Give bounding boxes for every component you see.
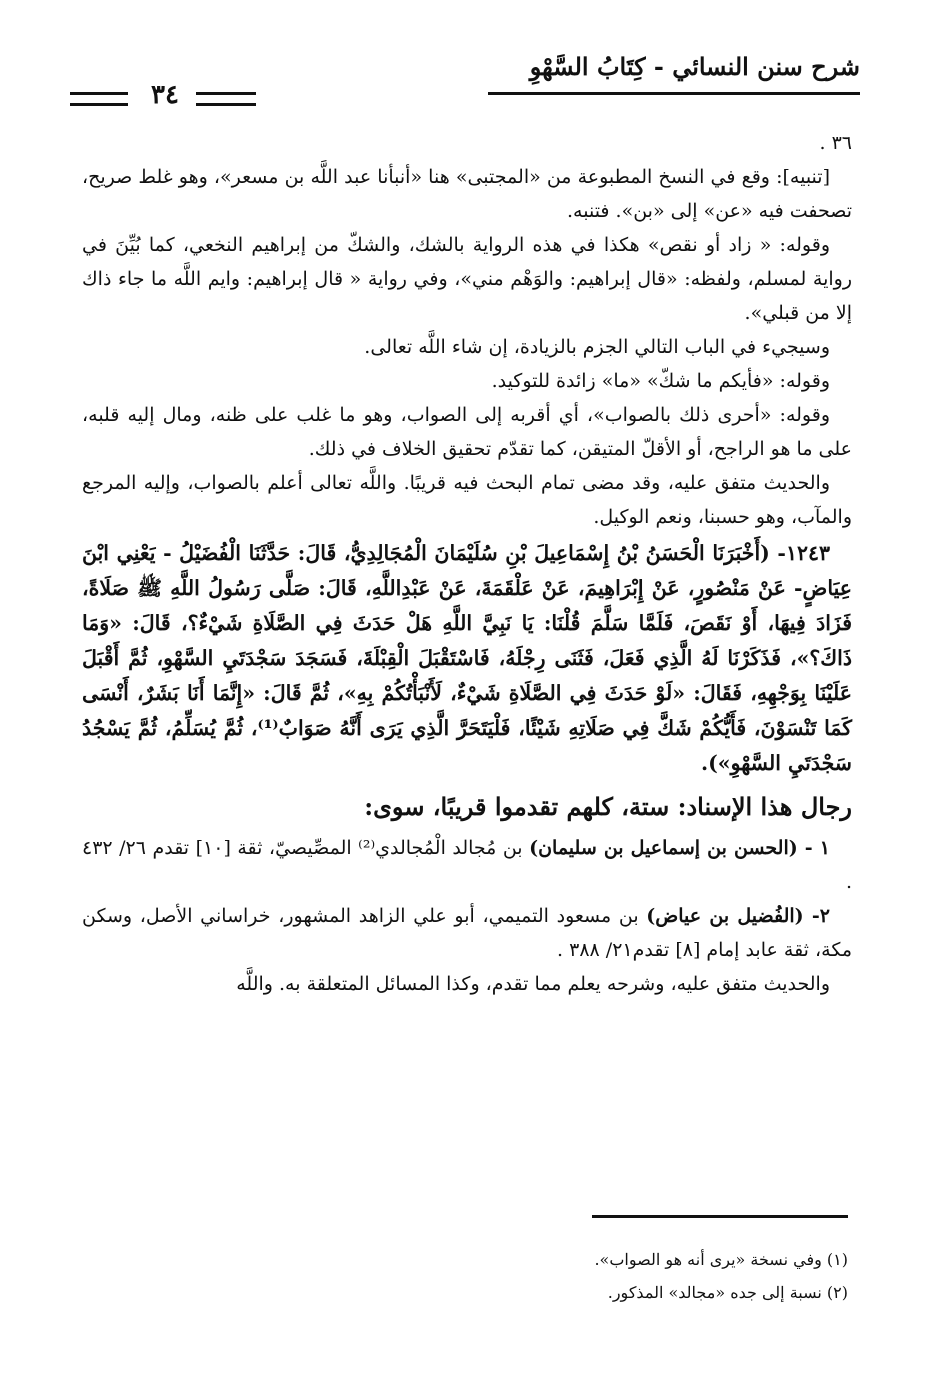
book-title: شرح سنن النسائي - كِتَابُ السَّهْوِ <box>529 52 860 81</box>
paragraph-continuation: ٣٦ . <box>819 132 852 154</box>
narrator-entry <box>82 899 852 967</box>
footnotes <box>88 1243 848 1309</box>
paragraph-commentary: وقوله: « زاد أو نقص» هكذا في هذه الرواية بالشك، والشكّ من إبراهيم النخعي، كما بُيِّنَ في رواية لمسلم، ولفظه: «قال إبراهيم: والوَهْم مني»، وفي رواية « قال إبراهيم: وايم اللَّه ما جاء ذاك إلا من قبلي». <box>82 234 852 324</box>
paragraph-commentary: والحديث متفق عليه، وشرحه يعلم مما تقدم، وكذا المسائل المتعلقة به. واللَّه <box>236 973 830 995</box>
narrator-details: بن مُجالد الْمُجالدي⁽²⁾ المصِّيصيّ، ثقة [١٠] تقدم ٢٦/ ٤٣٢ . <box>82 837 852 893</box>
narrator-details: بن مسعود التميمي، أبو علي الزاهد المشهور، خراساني الأصل، وسكن مكة، ثقة عابد إمام [٨] تقدم٢١/ ٣٨٨ . <box>82 905 852 961</box>
page-number-rule-left <box>70 92 128 106</box>
paragraph-commentary: وقوله: «فأيكم ما شكّ» «ما» زائدة للتوكيد. <box>491 370 830 392</box>
body-text <box>82 126 852 1001</box>
footnote-divider <box>592 1215 848 1218</box>
paragraph-note: [تنبيه]: وقع في النسخ المطبوعة من «المجتبى» هنا «أنبأنا عبد اللَّه بن مسعر»، وهو غلط صريح، تصحفت فيه «عن» إلى «بن». فتنبه. <box>82 166 852 222</box>
section-heading: رجال هذا الإسناد: ستة، كلهم تقدموا قريبًا، سوى: <box>364 792 852 821</box>
narrator-entry <box>82 831 852 899</box>
header-rule <box>488 92 860 95</box>
narrator-name: ٢- (الفُضيل بن عياض) <box>646 905 830 927</box>
page-number: ٣٤ <box>151 80 179 110</box>
page-number-rule-right <box>196 92 256 106</box>
hadith-text: ١٢٤٣- (أَخْبَرَنَا الْحَسَنُ بْنُ إِسْمَاعِيلَ بْنِ سُلَيْمَانَ الْمُجَالِدِيُّ، قَالَ: حَدَّثَنَا الْفُضَيْلُ - يَعْنِي ابْنَ عِيَاضٍ- عَنْ مَنْصُورٍ، عَنْ إِبْرَاهِيمَ، عَنْ عَلْقَمَةَ، عَنْ عَبْدِاللَّهِ، قَالَ: صَلَّى رَسُولُ اللَّهِ ﷺ صَلَاةً، فَزَادَ فِيهَا، أَوْ نَقَصَ، فَلَمَّا سَلَّمَ قُلْنَا: يَا نَبِيَّ اللَّهِ هَلْ حَدَثَ فِي الصَّلَاةِ شَيْءٌ؟، قَالَ: «وَمَا ذَاكَ؟»، فَذَكَرْنَا لَهُ الَّذِي فَعَلَ، فَثَنَى رِجْلَهُ، فَاسْتَقْبَلَ الْقِبْلَةَ، فَسَجَدَ سَجْدَتَيِ السَّهْوِ، ثُمَّ أَقْبَلَ عَلَيْنَا بِوَجْهِهِ، فَقَالَ: «لَوْ حَدَثَ فِي الصَّلَاةِ شَيْءٌ، لَأَنْبَأْتُكُمْ بِهِ»، ثُمَّ قَالَ: «إِنَّمَا أَنَا بَشَرٌ، أَنْسَى كَمَا تَنْسَوْنَ، فَأَيُّكُمْ شَكَّ فِي صَلَاتِهِ شَيْئًا، فَلْيَتَحَرَّ الَّذِي يَرَى أَنَّهُ صَوَابٌ⁽¹⁾، ثُمَّ يُسَلِّمُ، ثُمَّ يَسْجُدُ سَجْدَتَيِ السَّهْوِ»). <box>82 541 852 775</box>
paragraph-commentary: وقوله: «أحرى ذلك بالصواب»، أي أقربه إلى الصواب، وهو ما غلب على ظنه، ومال إليه قلبه، على ما هو الراجح، أو الأقلّ المتيقن، كما تقدّم تحقيق الخلاف في ذلك. <box>82 404 852 460</box>
narrator-name: ١ - (الحسن بن إسماعيل بن سليمان) <box>529 837 830 859</box>
page-number-group <box>70 80 250 120</box>
footnote: (٢) نسبة إلى جده «مجالد» المذكور. <box>607 1283 848 1302</box>
paragraph-commentary: وسيجيء في الباب التالي الجزم بالزيادة، إن شاء اللَّه تعالى. <box>364 336 830 358</box>
paragraph-commentary: والحديث متفق عليه، وقد مضى تمام البحث فيه قريبًا. واللَّه تعالى أعلم بالصواب، وإليه المرجع والمآب، وهو حسبنا، ونعم الوكيل. <box>82 472 852 528</box>
footnote: (١) وفي نسخة «يرى أنه هو الصواب». <box>594 1250 848 1269</box>
